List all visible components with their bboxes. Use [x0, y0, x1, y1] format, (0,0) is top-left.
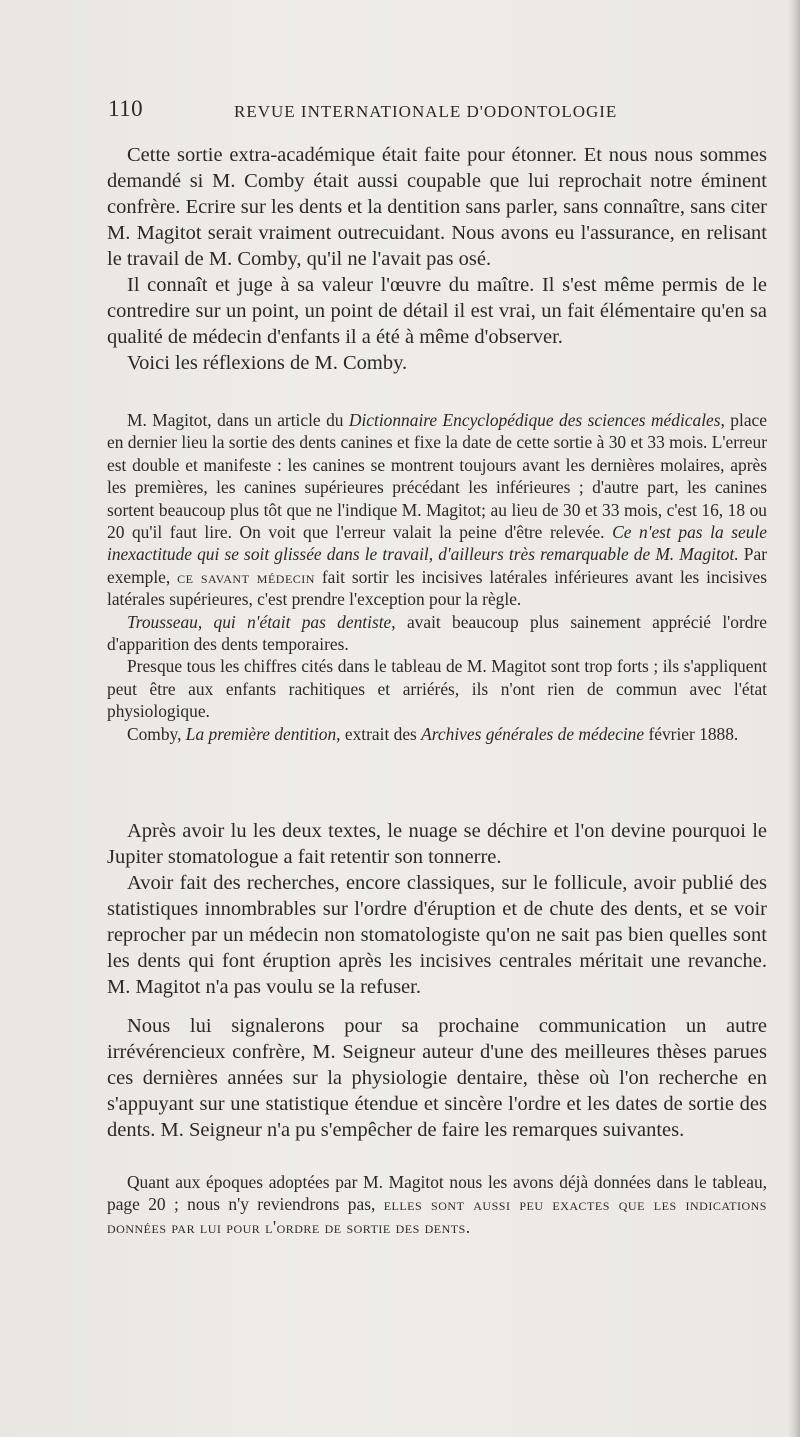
- quotation-paragraph: Trousseau, qui n'était pas dentiste, avait beaucoup plus sainement apprécié l'ordre d'apparition des dents temporaires.: [107, 611, 767, 655]
- italic-text: Archives générales de médecine: [421, 723, 645, 744]
- citation: Comby, La première dentition, extrait des Archives générales de médecine février 1888.: [127, 723, 739, 744]
- paragraph: Nous lui signalerons pour sa prochaine communication un autre irrévérencieux confrère, M. Seigneur auteur d'une des meilleures thèses parues ces dernières années sur la physiologie dentaire, thèse où l'on recherche en s'appuyant sur une statistique étendue et sincère l'ordre et les dates de sortie des dents. M. Seigneur n'a pu s'empêcher de faire les remarques suivantes.: [107, 1015, 767, 1141]
- paragraph: Après avoir lu les deux textes, le nuage se déchire et l'on devine pourquoi le Jupiter stomatologue a fait retentir son tonnerre.: [107, 820, 767, 868]
- section-seigneur: [107, 1013, 767, 1143]
- quotation-paragraph: Quant aux époques adoptées par M. Magitot nous les avons déjà données dans le tableau, page 20 ; nous n'y reviendrons pas, elles sont aussi peu exactes que les indications données par lui pour l'ordre de sortie des dents.: [107, 1172, 767, 1237]
- italic-text: Dictionnaire Encyclopédique des sciences médicales: [348, 410, 721, 430]
- section-quotation-comby: [107, 409, 767, 745]
- running-head: [108, 96, 700, 132]
- paragraph: Il connaît et juge à sa valeur l'œuvre du maître. Il s'est même permis de le contredire sur un point, un point de détail il est vrai, un fait élémentaire qu'en sa qualité de médecin d'enfants il a été à même d'observer.: [107, 274, 767, 348]
- section-intro: [107, 142, 767, 376]
- quotation-paragraph: M. Magitot, dans un article du Dictionnaire Encyclopédique des sciences médicales, place en dernier lieu la sortie des dents canines et fixe la date de cette sortie à 30 et 33 mois. L'erreur est double et manifeste : les canines se montrent toujours avant les dernières molaires, après les premières, les canines supérieures précédant les inférieures ; d'autre part, les canines sortent beaucoup plus tôt que ne l'indique M. Magitot; au lieu de 30 et 33 mois, c'est 16, 18 ou 20 qu'il faut lire. On voit que l'erreur valait la peine d'être relevée. Ce n'est pas la seule inexactitude qui se soit glissée dans le travail, d'ailleurs très remarquable de M. Magitot. Par exemple, ce savant médecin fait sortir les incisives latérales inférieures avant les incisives latérales supérieures, c'est prendre l'exception pour la règle.: [107, 410, 768, 610]
- section-commentary: [107, 818, 767, 1000]
- italic-text: La première dentition: [185, 723, 337, 744]
- page-edge-shadow: [788, 0, 800, 1437]
- italic-text: Ce n'est pas la seule inexactitude qui se soit glissée dans le travail, d'ailleurs très remarquable de M. Magitot.: [107, 522, 767, 565]
- quotation-paragraph: Presque tous les chiffres cités dans le tableau de M. Magitot sont trop forts ; ils s'appliquent peut être aux enfants rachitiques et arriérés, ils n'ont rien de commun avec l'état physiologique.: [107, 656, 767, 722]
- journal-title: REVUE INTERNATIONALE D'ODONTOLOGIE: [234, 102, 618, 121]
- small-caps-text: ce savant médecin: [177, 566, 315, 587]
- paragraph: Cette sortie extra-académique était faite pour étonner. Et nous nous sommes demandé si M. Comby était aussi coupable que lui reprochait notre éminent confrère. Ecrire sur les dents et la dentition sans parler, sans connaître, sans citer M. Magitot serait vraiment outrecuidant. Nous avons eu l'assurance, en relisant le travail de M. Comby, qu'il ne l'avait pas osé.: [107, 144, 767, 270]
- paragraph: Voici les réflexions de M. Comby.: [127, 352, 408, 374]
- page-number: 110: [108, 96, 144, 121]
- paragraph: Avoir fait des recherches, encore classiques, sur le follicule, avoir publié des statistiques innombrables sur l'ordre d'éruption et de chute des dents, et se voir reprocher par un médecin non stomatologiste qu'on ne sait pas bien quelles sont les dents qui font éruption après les incisives centrales méritait une revanche. M. Magitot n'a pas voulu se la refuser.: [107, 872, 767, 998]
- italic-text: Trousseau, qui n'était pas dentiste: [127, 611, 392, 632]
- small-caps-text: elles sont aussi peu exactes que les indications données par lui pour l'ordre de sortie des dents.: [107, 1194, 767, 1237]
- section-quotation-seigneur: [107, 1171, 767, 1238]
